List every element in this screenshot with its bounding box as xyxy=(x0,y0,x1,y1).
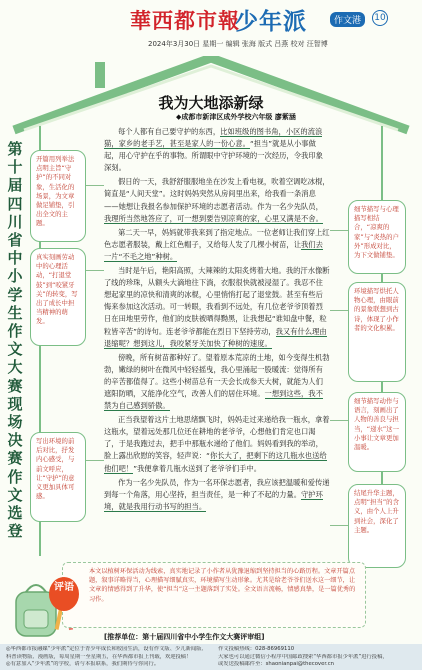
underlined-sentence: 我理所当然地答应了，可一想到要告别凉爽的家，心里又满是不舍。 xyxy=(104,213,323,223)
review-badge: 评语 xyxy=(49,577,79,611)
footer-right-line: 大家也可以通过微信小程序中国邮政搜索“华西都市报少年派”进行投稿， xyxy=(218,653,388,660)
section-tag: 作文港 xyxy=(330,12,365,27)
article-paragraph: 当时是午后，艳阳高照，大辣辣的太阳炙烤着大地。我的汗水像断了线的珍珠，从额头大滴地往下淌，衣服很快就被浸湿了。我忍不住想起家里的凉快和清爽的冰棍，心里悄悄打起了退堂鼓。甚至有些后悔来参加这次活动。可一转眼，我看到不远处，有几位老爷爷顶着烈日在田地里劳作，他们的皮肤被晒得黝黑，让我想起“谁知盘中餐，粒粒皆辛苦”的诗句。连老爷爷都能在烈日下坚持劳动，我又有什么理由退缩呢？想到这儿，我咬紧牙关加快了种树的速度。 xyxy=(104,266,330,348)
note-connector xyxy=(86,460,104,461)
margin-note-right-2: 环境描写烘托人物心理，由眼前的景象联想到古诗，体现了小作者的文化积累。 xyxy=(348,282,406,382)
review-box xyxy=(54,562,366,628)
article-paragraph: 假日的一天，我舒舒服服地坐在沙发上看电视，吹着空调吃冰棍，简直是“人间天堂”。这时妈妈突然从房间里出来，给我看一条消息——她想让我报名参加保护环境的志愿者活动。作为一名少先队员，我理所当然地答应了，可一想到要告别凉爽的家，心里又满是不舍。 xyxy=(104,177,330,223)
footer-right-line: 作文投稿热线：028-86969110 xyxy=(218,646,295,652)
margin-note-left-2: 真实刻画劳动中的心理活动，“打退堂鼓”到“咬紧牙关”的转变，写出了成长中担当精神的萌发。 xyxy=(30,248,86,346)
article-paragraph: 第二天一早，妈妈就带我来到了指定地点。一位老师让我们穿上红色志愿者服装，戴上红色帽子，又给每人发了几棵小树苗，让我们去一片“不毛之地”种树。 xyxy=(104,227,330,261)
series-banner: 第 十 届 四 川 省 中 小 学 生 作 文 大 赛 现 场 决 赛 作 文 选 登 xyxy=(7,140,23,541)
margin-note-right-1: 细节描写与心理描写相结合，“凉爽的家”与“炎热的户外”形成对比，为下文做铺垫。 xyxy=(348,200,406,274)
underlined-sentence: 我们去一片“不毛之地”种树。 xyxy=(104,239,323,261)
page-number: 10 xyxy=(372,10,388,26)
underlined-sentence: 守护环境，就是我用行动书写的担当。 xyxy=(104,489,323,511)
underlined-sentence: 一想到这些，我不禁为自己感到骄傲。 xyxy=(104,388,323,411)
note-connector xyxy=(330,525,348,526)
article-paragraph: 傍晚，所有树苗都种好了。望着原本荒凉的土地，如今变得生机勃勃，嫩绿的树叶在微风中轻轻摇曳，我心里涌起一股暖流：觉得所有的辛苦都值得了。这些小树苗总有一天会长成参天大树，就能为人们遮阳防晒，又能净化空气，改善人们的居住环境。一想到这些，我不禁为自己感到骄傲。 xyxy=(104,352,330,411)
article-byline: ◆成都市新津区成外学校六年级 廖紫涵 xyxy=(176,113,296,121)
margin-note-left-3: 写出环境的前后对比，抒发内心感受，与前文呼应，让“守护”的意义更加具体可感。 xyxy=(30,432,86,522)
article-paragraph: 作为一名少先队员，作为一名环保志愿者，我应该把温暖和爱传递到每一个角落，用心坚持，担当责任，是一种了不起的力量。守护环境，就是我用行动书写的担当。 xyxy=(104,477,330,511)
footer-left xyxy=(6,646,214,669)
issue-info: 2024年3月30日 星期一 编辑 张海 版式 吕燕 校对 汪智博 xyxy=(148,40,328,48)
underlined-sentence: 比如班级的图书角，小区的流浪猫，家乡的老手艺，甚至是家人的一份心意。 xyxy=(104,127,323,149)
section-logo: 少年派 xyxy=(235,9,307,35)
note-connector xyxy=(330,310,348,311)
underlined-sentence: 你长大了，把剩下的这几瓶水也送给他们吧！ xyxy=(104,451,327,473)
article-title: 我为大地添新绿 xyxy=(158,94,264,112)
article-body xyxy=(104,126,330,515)
review-text: 本文以植树环保活动为线索，真实地记录了小作者从犹豫退缩到坚持担当的心路历程。文章开篇点题，叙事详略得当，心理描写细腻真实，环境描写生动形象。尤其是给老爷爷们送水这一细节，让文章的情感得到了升华，使“担当”这一主题落到了实处。全文语言流畅，情感真挚，是一篇优秀的习作。 xyxy=(89,568,356,603)
margin-note-right-4: 结尾升华主题，点明“担当”的含义，由个人上升到社会，深化了主题。 xyxy=(348,484,406,568)
note-connector xyxy=(330,230,348,231)
article-paragraph: 每个人都有自己要守护的东西，比如班级的图书角，小区的流浪猫，家乡的老手艺，甚至是家人的一份心意。“担当”就是从小事做起，用心守护在乎的事物。所谓眼中守护环境的一次经历，令我印象深刻。 xyxy=(104,127,323,173)
note-connector xyxy=(330,420,348,421)
underlined-sentence: 我又有什么理由退缩呢？想到这儿，我咬紧牙关加快了种树的速度。 xyxy=(104,326,327,348)
footer-left-line: ◎有意加入“少年派”的学校，请与本报联系，我们期待与你同行。 xyxy=(6,661,160,668)
masthead xyxy=(0,0,422,52)
footer-bar xyxy=(0,644,422,670)
footer-left-line: 科普读物版、漫画版，每周星期一至星期五，在华西都市报上刊载，欢迎投稿！ xyxy=(6,653,192,660)
paper-logo: 華西都市報 xyxy=(130,8,240,33)
note-connector xyxy=(86,185,104,186)
article-paragraph: 正当我望着这片土地思绪飘飞时，妈妈走过来递给我一瓶水，拿着这瓶水，望着远处那几位还在耕地的老爷爷，心想他们肯定也口渴了，于是我跑过去，把手中那瓶水递给了他们。妈妈看到我的举动，脸上露出欣慰的笑容，轻声说：“你长大了，把剩下的这几瓶水也送给他们吧！”我便拿着几瓶水送到了老爷爷们手中。 xyxy=(104,415,330,473)
margin-note-left-1: 开篇用列举法点明主旨“守护”的不同对象，生活化的场景，为文章做足铺垫，引出全文的主题。 xyxy=(30,150,86,242)
footer-right-line: 或发送投稿邮件至：shaonianpai@thecover.cn xyxy=(218,661,334,668)
footer-right xyxy=(218,646,418,669)
note-connector xyxy=(86,270,104,271)
recommendation-line: [推荐单位：第十届四川省中小学生作文大赛评审组] xyxy=(104,633,265,641)
footer-left-line: ◎华西都市报融媒“少年派”定位于青少年成长和校园生活，设有作文版、少儿新闻版、 xyxy=(6,646,207,652)
margin-note-right-3: 细节描写动作与语言，刻画出了人物的善良与担当，“递水”这一小事让文章更加温暖。 xyxy=(348,392,406,472)
